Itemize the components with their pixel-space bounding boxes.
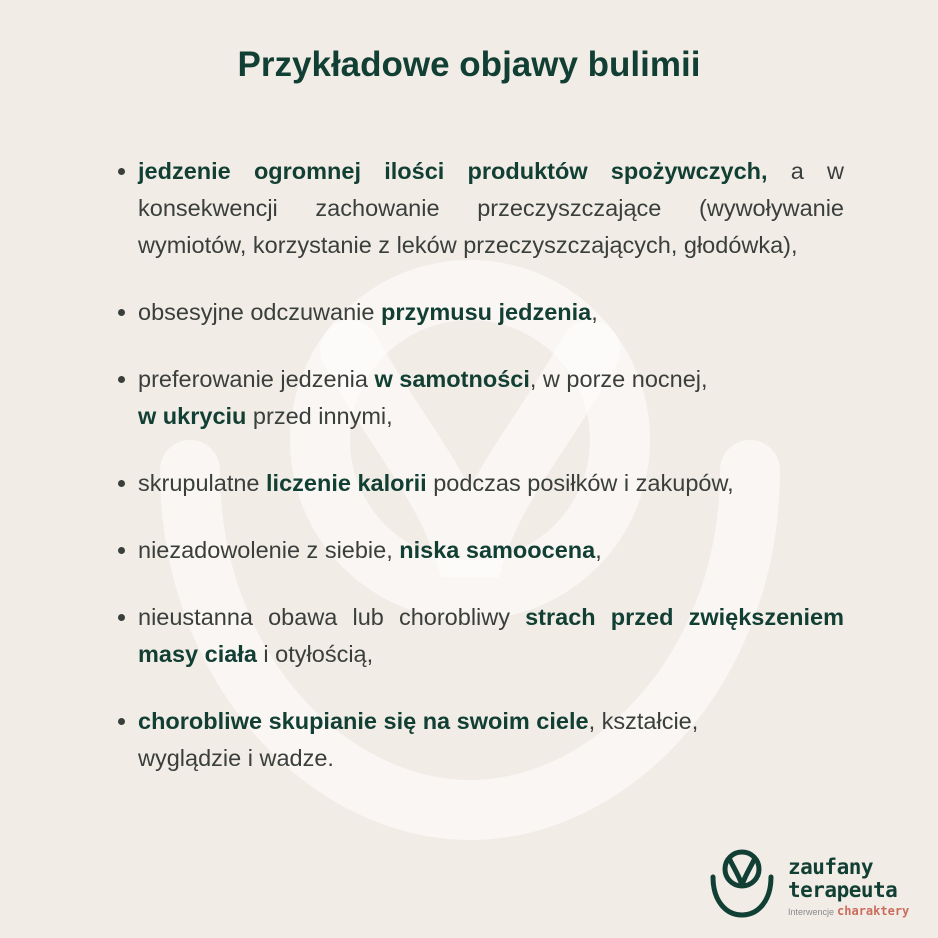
emphasis-text: liczenie kalorii: [266, 470, 427, 496]
emphasis-text: w ukryciu: [138, 403, 247, 429]
emphasis-text: przymusu jedzenia: [381, 299, 592, 325]
list-item: [138, 599, 844, 673]
body-text: a w konsekwencji zachowanie przeczyszczające (wywoływanie wymiotów, korzystanie z leków przeczyszczających, głodówka),: [138, 158, 844, 258]
emphasis-text: w samotności: [374, 366, 530, 392]
body-text: , w porze nocnej,: [529, 366, 708, 392]
logo-subtitle: [788, 904, 909, 918]
body-text: przed innymi,: [246, 403, 393, 429]
body-text: ,: [595, 537, 602, 563]
body-text: ,: [591, 299, 598, 325]
logo-text-line1: zaufany: [788, 855, 874, 879]
emphasis-text: chorobliwe skupianie się na swoim ciele: [138, 708, 589, 734]
logo-sub-brand: charaktery: [837, 904, 910, 918]
page-title: Przykładowe objawy bulimii: [237, 45, 701, 84]
body-text: wyglądzie i wadze.: [138, 745, 334, 771]
emphasis-text: jedzenie ogromnej ilości produktów spożywczych,: [138, 158, 768, 184]
list-item: [138, 153, 844, 264]
brand-logo: [708, 845, 918, 925]
list-item: [138, 361, 844, 435]
logo-text-line2: terapeuta: [788, 878, 898, 902]
logo-sub-prefix: Interwencje: [788, 907, 835, 917]
leaf-heart-logo-icon: [708, 847, 776, 919]
list-item: [138, 532, 844, 569]
list-item: [138, 465, 844, 502]
list-item: [138, 703, 844, 777]
body-text: obsesyjne odczuwanie: [138, 299, 381, 325]
emphasis-text: strach przed zwiększeniem masy ciała: [138, 604, 844, 667]
list-item: [138, 294, 844, 331]
body-text: preferowanie jedzenia: [138, 366, 375, 392]
body-text: , kształcie,: [588, 708, 699, 734]
body-text: skrupulatne: [138, 470, 267, 496]
emphasis-text: niska samoocena: [399, 537, 596, 563]
body-text: niezadowolenie z siebie,: [138, 537, 400, 563]
body-text: podczas posiłków i zakupów,: [426, 470, 734, 496]
body-text: i otyłością,: [256, 641, 374, 667]
body-text: nieustanna obawa lub chorobliwy: [138, 604, 526, 630]
symptom-list: [138, 153, 844, 807]
